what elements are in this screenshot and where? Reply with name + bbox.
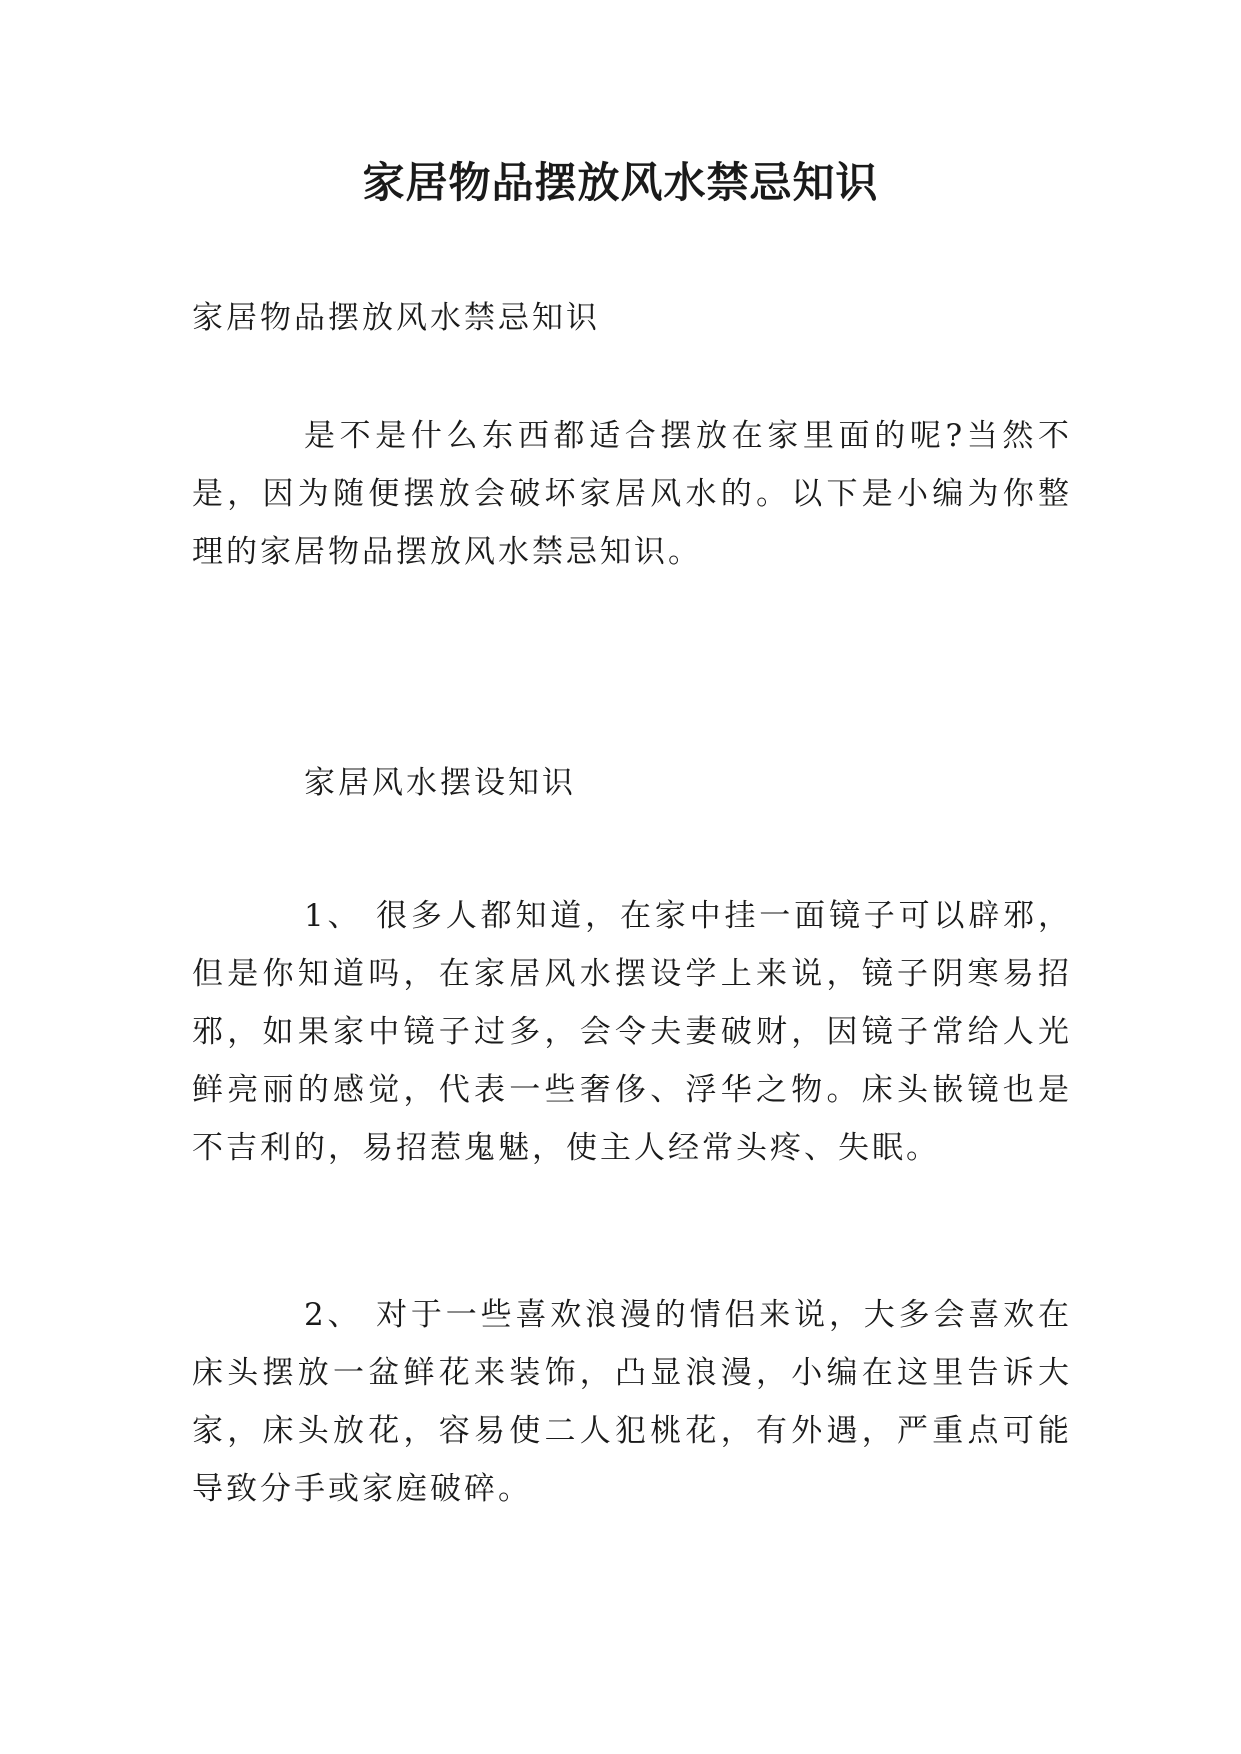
- section-heading: 家居风水摆设知识: [304, 765, 576, 801]
- intro-paragraph: 是不是什么东西都适合摆放在家里面的呢?当然不是，因为随便摆放会破坏家居风水的。以下是小编为你整理的家居物品摆放风水禁忌知识。: [192, 418, 1072, 570]
- list-item: 2、 对于一些喜欢浪漫的情侣来说，大多会喜欢在床头摆放一盆鲜花来装饰，凸显浪漫，小编在这里告诉大家，床头放花，容易使二人犯桃花，有外遇，严重点可能导致分手或家庭破碎。: [192, 1297, 1072, 1507]
- document-subtitle: 家居物品摆放风水禁忌知识: [192, 300, 600, 336]
- list-item: 1、 很多人都知道，在家中挂一面镜子可以辟邪，但是你知道吗，在家居风水摆设学上来说，镜子阴寒易招邪，如果家中镜子过多，会令夫妻破财，因镜子常给人光鲜亮丽的感觉，代表一些奢侈、浮华之物。床头嵌镜也是不吉利的，易招惹鬼魅，使主人经常头疼、失眠。: [192, 898, 1072, 1166]
- document-title: 家居物品摆放风水禁忌知识: [362, 158, 879, 207]
